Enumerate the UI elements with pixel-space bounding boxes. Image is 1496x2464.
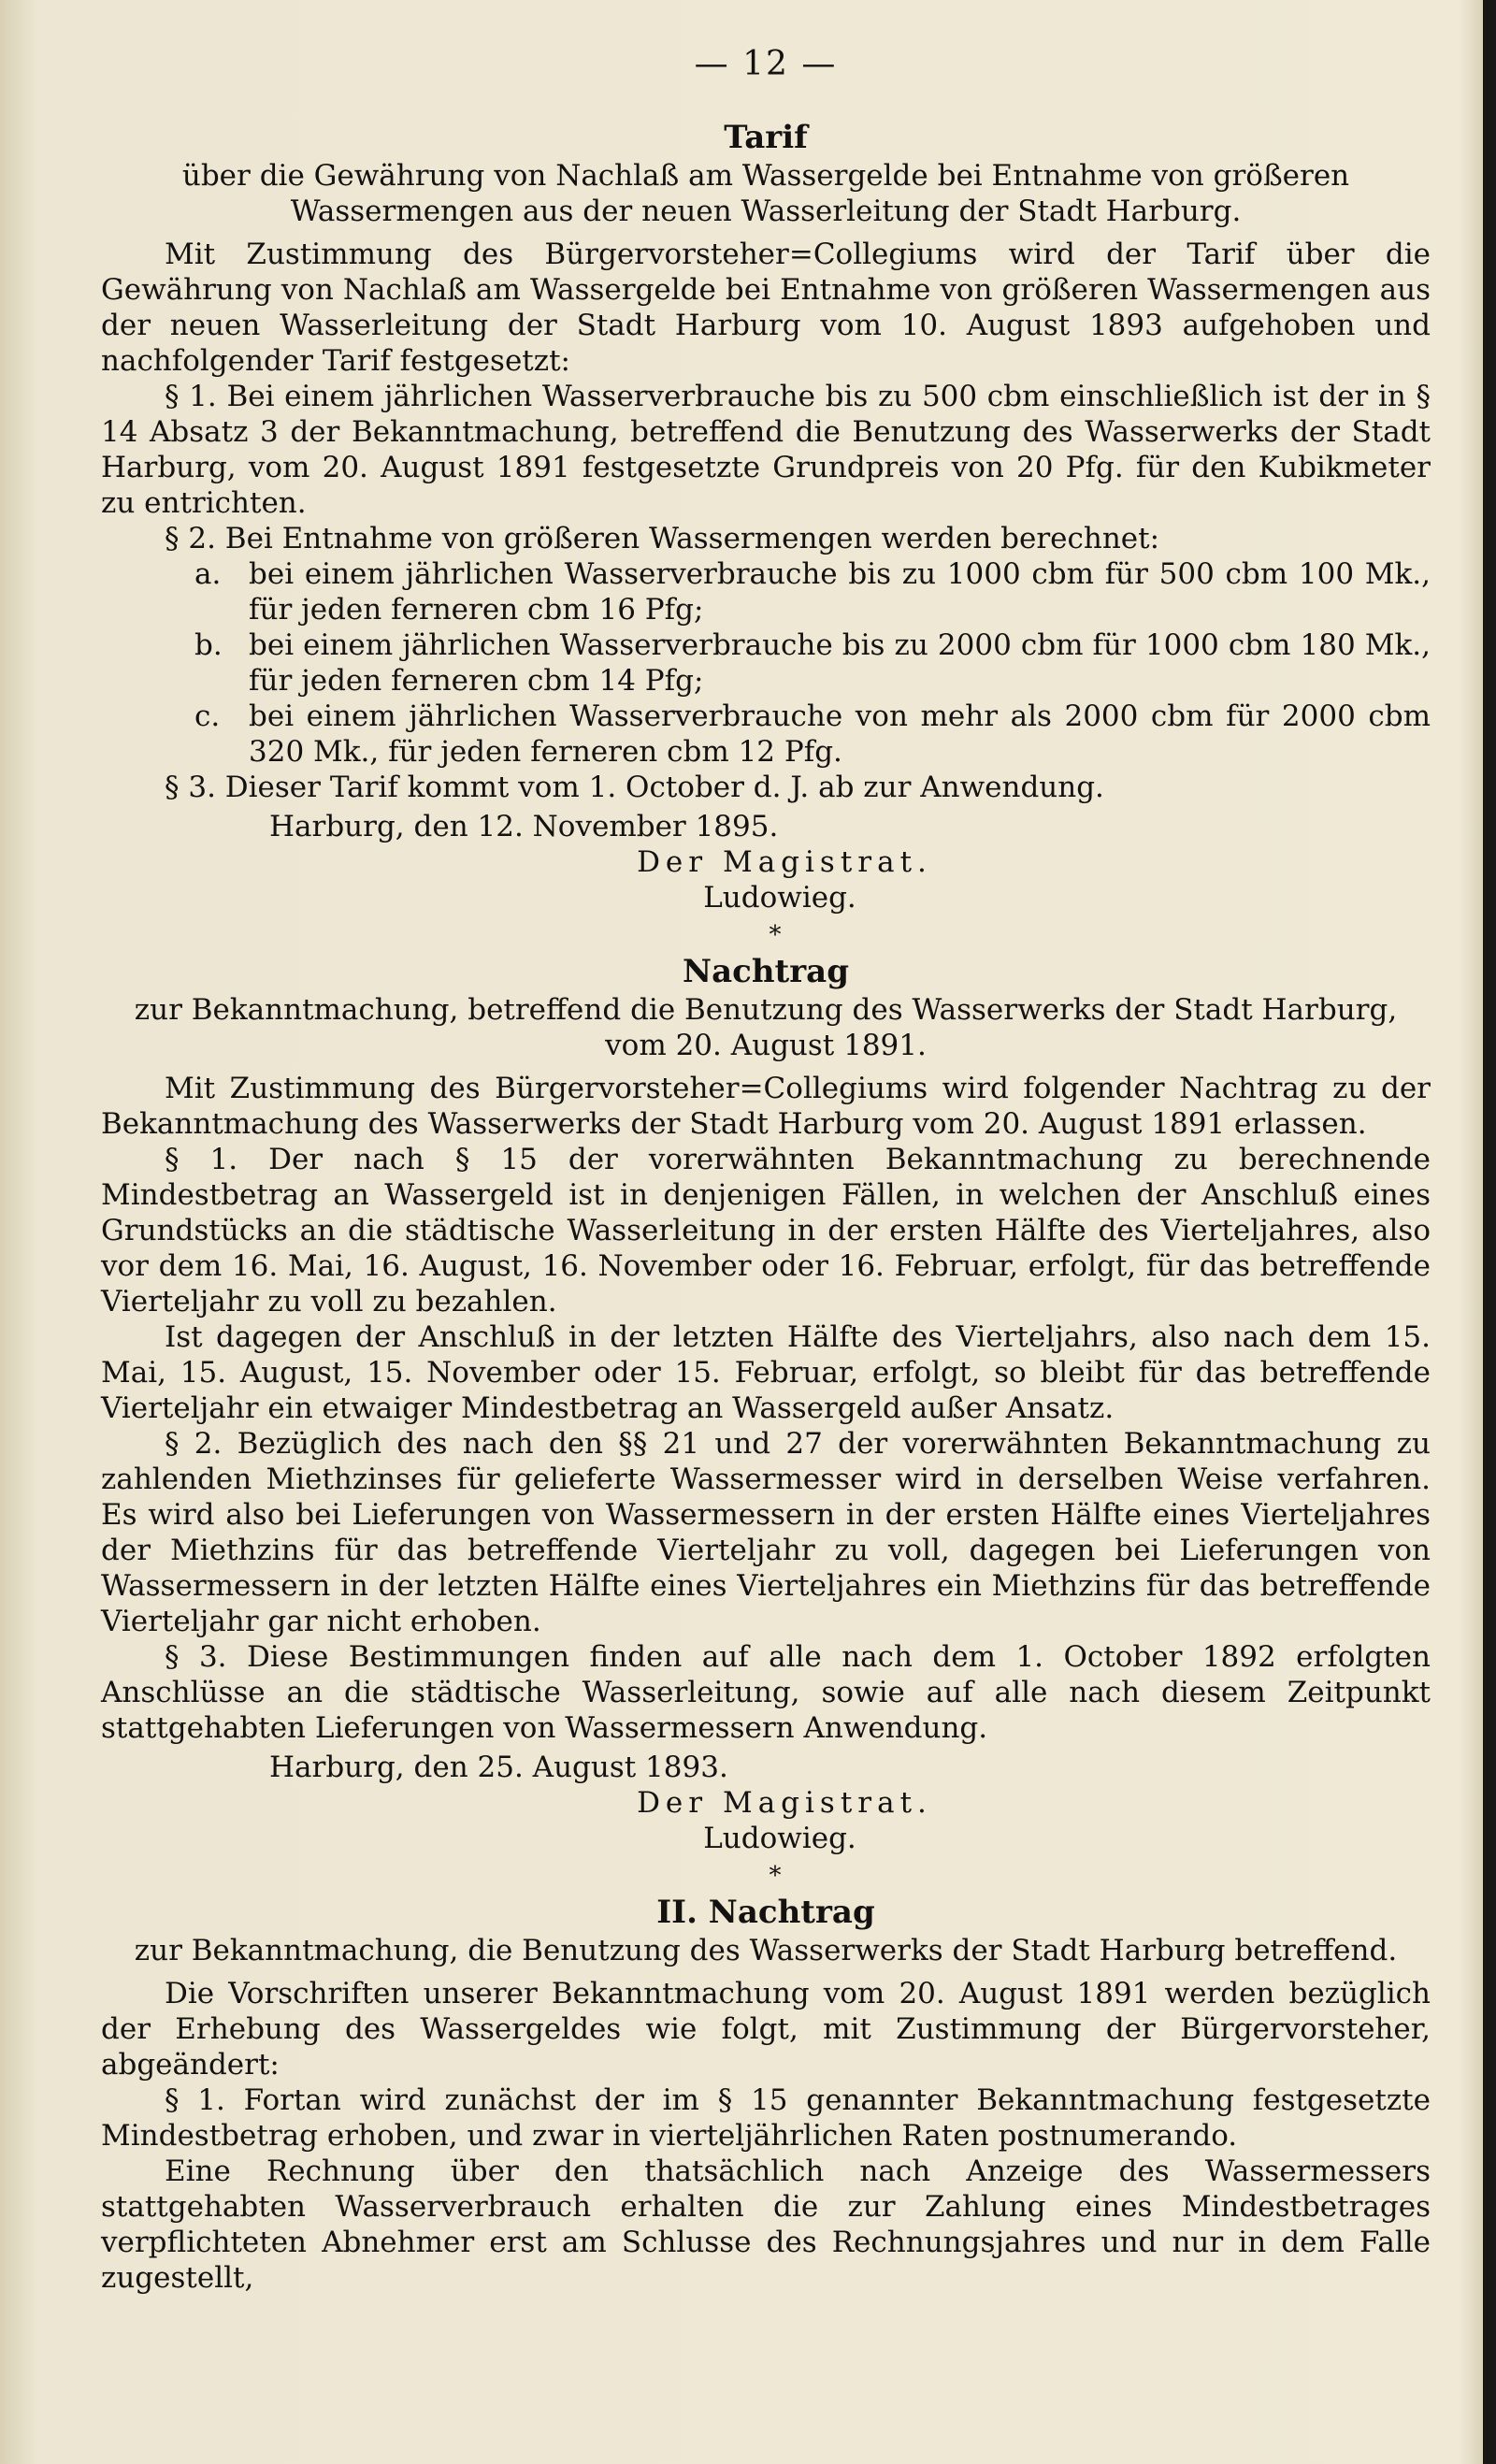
section-tarif xyxy=(101,119,1431,915)
separator-asterisk: * xyxy=(769,1862,782,1890)
signature-name: Ludowieg. xyxy=(703,881,856,915)
section-heading: Tarif xyxy=(724,119,808,156)
place-date: Harburg, den 12. November 1895. xyxy=(269,810,779,843)
scan-edge xyxy=(1483,0,1496,2464)
intro-paragraph: Mit Zustimmung des Bürgervorsteher=Collegiums wird folgender Nachtrag zu der Bekanntmachung des Wasserwerks der Stadt Harburg vom 20. August 1891 erlassen. xyxy=(101,1072,1431,1141)
list-item xyxy=(194,699,1431,770)
signature-body: Der Magistrat. xyxy=(637,1786,932,1820)
section-heading: Nachtrag xyxy=(683,953,849,990)
place-date: Harburg, den 25. August 1893. xyxy=(269,1751,728,1784)
separator-asterisk: * xyxy=(769,921,782,949)
item-mark: c. xyxy=(194,699,221,733)
paragraph-1b: Ist dagegen der Anschluß in der letzten Hälfte des Vierteljahrs, also nach dem 15. Mai, 15. August, 15. November oder 15. Februar, erfolgt, so bleibt für das betreffende Vierteljahr ein etwaiger Mindestbetrag an Wassergeld außer Ansatz. xyxy=(101,1320,1431,1425)
item-text: bei einem jährlichen Wasserverbrauche von mehr als 2000 cbm für 2000 cbm 320 Mk., für jeden ferneren cbm 12 Pfg. xyxy=(249,699,1431,769)
section-subheading: zur Bekanntmachung, betreffend die Benutzung des Wasserwerks der Stadt Harburg, xyxy=(134,993,1398,1027)
list-item xyxy=(194,627,1431,699)
paragraph-1: § 1. Der nach § 15 der vorerwähnten Bekanntmachung zu berechnende Mindestbetrag an Wassergeld ist in denjenigen Fällen, in welchen der Anschluß eines Grundstücks an die städtische Wasserleitung in der ersten Hälfte des Vierteljahres, also vor dem 16. Mai, 16. August, 16. November oder 16. Februar, erfolgt, für das betreffende Vierteljahr zu voll zu bezahlen. xyxy=(101,1143,1431,1318)
section-subheading: über die Gewährung von Nachlaß am Wassergelde bei Entnahme von größeren Wassermengen aus der neuen Wasserleitung der Stadt Harburg. xyxy=(181,159,1350,228)
section-heading: II. Nachtrag xyxy=(656,1894,875,1931)
section-nachtrag xyxy=(101,953,1431,1856)
paragraph-1: § 1. Fortan wird zunächst der im § 15 genannter Bekanntmachung festgesetzte Mindestbetrag erhoben, und zwar in vierteljährlichen Raten postnumerando. xyxy=(101,2083,1431,2153)
section-subheading-date: vom 20. August 1891. xyxy=(605,1029,927,1062)
page-number: — 12 — xyxy=(694,45,838,83)
paragraph-3: § 3. Diese Bestimmungen finden auf alle nach dem 1. October 1892 erfolgten Anschlüsse an die städtische Wasserleitung, sowie auf alle nach diesem Zeitpunkt stattgehabten Lieferungen von Wassermessern Anwendung. xyxy=(101,1640,1431,1745)
signature-name: Ludowieg. xyxy=(703,1822,856,1855)
list-item xyxy=(194,556,1431,627)
item-mark: a. xyxy=(194,557,222,591)
section-subheading: zur Bekanntmachung, die Benutzung des Wasserwerks der Stadt Harburg betreffend. xyxy=(134,1934,1398,1967)
paragraph-1: § 1. Bei einem jährlichen Wasserverbrauche bis zu 500 cbm einschließlich ist der in § 14 Absatz 3 der Bekanntmachung, betreffend die Benutzung des Wasserwerks der Stadt Harburg, vom 20. August 1891 festgesetzte Grundpreis von 20 Pfg. für den Kubikmeter zu entrichten. xyxy=(101,380,1431,520)
paragraph-2: § 2. Bei Entnahme von größeren Wassermengen werden berechnet: xyxy=(165,522,1160,555)
paragraph-2: § 2. Bezüglich des nach den §§ 21 und 27 der vorerwähnten Bekanntmachung zu zahlenden Miethzinses für gelieferte Wassermesser wird in derselben Weise verfahren. Es wird also bei Lieferungen von Wassermessern in der ersten Hälfte eines Vierteljahres der Miethzins für das betreffende Vierteljahr zu voll, dagegen bei Lieferungen von Wassermessern in der letzten Hälfte eines Vierteljahres ein Miethzins für das betreffende Vierteljahr gar nicht erhoben. xyxy=(101,1427,1431,1638)
paragraph-1b: Eine Rechnung über den thatsächlich nach Anzeige des Wassermessers stattgehabten Wasserverbrauch erhalten die zur Zahlung eines Mindestbetrages verpflichteten Abnehmer erst am Schlusse des Rechnungsjahres und nur in dem Falle zugestellt, xyxy=(101,2154,1431,2295)
intro-paragraph: Mit Zustimmung des Bürgervorsteher=Collegiums wird der Tarif über die Gewährung von Nachlaß am Wassergelde bei Entnahme von größeren Wassermengen aus der neuen Wasserleitung der Stadt Harburg vom 10. August 1893 aufgehoben und nachfolgender Tarif festgesetzt: xyxy=(101,238,1431,378)
signature-body: Der Magistrat. xyxy=(637,845,932,879)
intro-paragraph: Die Vorschriften unserer Bekanntmachung vom 20. August 1891 werden bezüglich der Erhebung des Wassergeldes wie folgt, mit Zustimmung der Bürgervorsteher, abgeändert: xyxy=(101,1977,1431,2082)
item-text: bei einem jährlichen Wasserverbrauche bis zu 1000 cbm für 500 cbm 100 Mk., für jeden ferneren cbm 16 Pfg; xyxy=(249,557,1431,627)
paragraph-3: § 3. Dieser Tarif kommt vom 1. October d. J. ab zur Anwendung. xyxy=(165,771,1104,804)
item-mark: b. xyxy=(194,628,223,662)
item-text: bei einem jährlichen Wasserverbrauche bis zu 2000 cbm für 1000 cbm 180 Mk., für jeden ferneren cbm 14 Pfg; xyxy=(249,628,1431,698)
section-second-nachtrag xyxy=(101,1894,1431,2296)
